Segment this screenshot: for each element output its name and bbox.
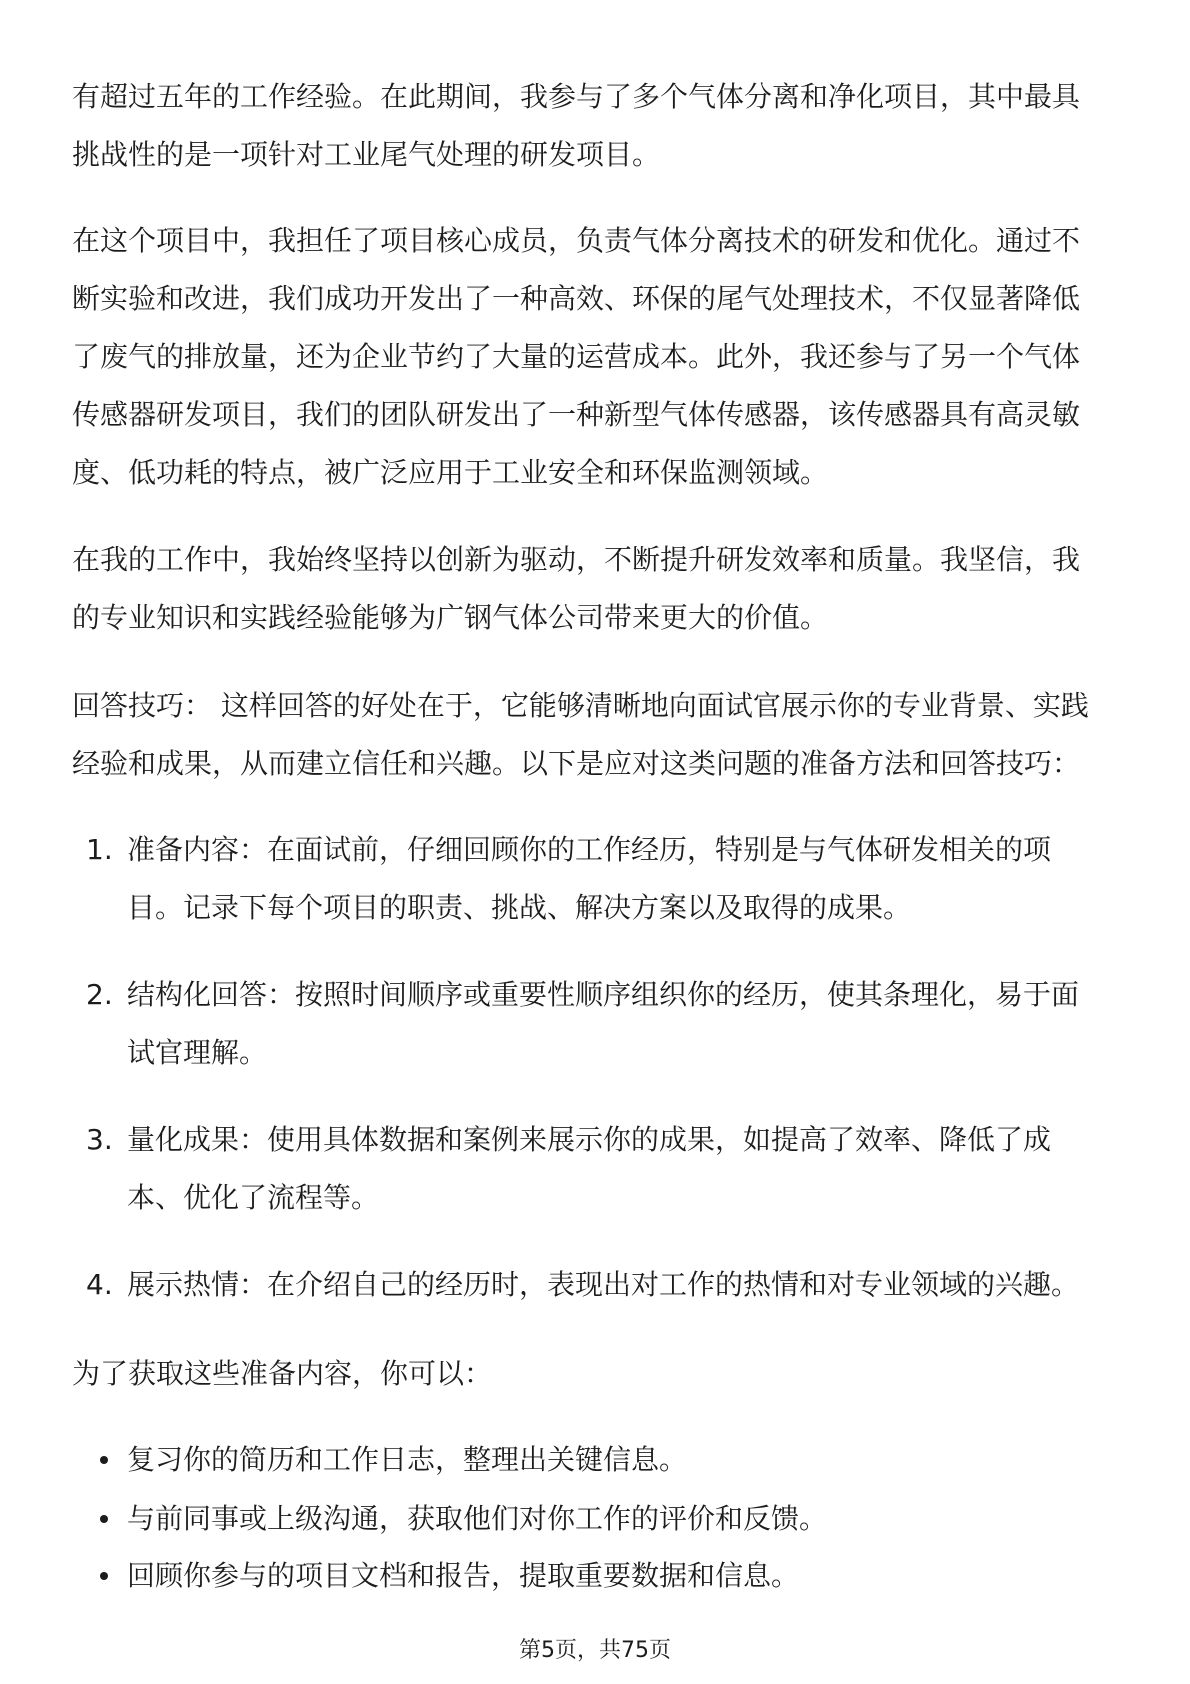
paragraph-answer-tips — [72, 677, 1162, 793]
paragraph-line: 度、低功耗的特点，被广泛应用于工业安全和环保监测领域。 — [72, 456, 829, 489]
list-item-body — [127, 1111, 1157, 1227]
list-item-line: 量化成果：使用具体数据和案例来展示你的成果，如提高了效率、降低了成 — [127, 1123, 1052, 1156]
bullet-dot-icon — [100, 1515, 108, 1523]
list-item-line: 准备内容：在面试前，仔细回顾你的工作经历，特别是与气体研发相关的项 — [127, 833, 1052, 866]
paragraph-line: 的专业知识和实践经验能够为广钢气体公司带来更大的价值。 — [72, 601, 829, 634]
list-item-body — [127, 821, 1157, 937]
paragraph-line: 在这个项目中，我担任了项目核心成员，负责气体分离技术的研发和优化。通过不 — [72, 224, 1081, 257]
bullet-dot-icon — [100, 1456, 108, 1464]
list-item-line: 试官理解。 — [127, 1036, 268, 1069]
bullet-text: 与前同事或上级沟通，获取他们对你工作的评价和反馈。 — [127, 1502, 828, 1535]
paragraph-line: 挑战性的是一项针对工业尾气处理的研发项目。 — [72, 138, 661, 171]
paragraph-line: 有超过五年的工作经验。在此期间，我参与了多个气体分离和净化项目，其中最具 — [72, 80, 1081, 113]
bullet-text: 复习你的简历和工作日志，整理出关键信息。 — [127, 1443, 688, 1476]
bullet-list-item — [72, 1547, 1162, 1605]
paragraph-line: 经验和成果，从而建立信任和兴趣。以下是应对这类问题的准备方法和回答技巧： — [72, 747, 1081, 780]
list-number: 2. — [86, 978, 113, 1011]
page-footer: 第5页，共75页 — [519, 1638, 671, 1663]
list-item-body — [127, 1256, 1157, 1314]
paragraph-experience — [72, 68, 1162, 184]
bullet-dot-icon — [100, 1572, 108, 1580]
list-item-line: 展示热情：在介绍自己的经历时，表现出对工作的热情和对专业领域的兴趣。 — [127, 1268, 1080, 1301]
paragraph-innovation — [72, 531, 1162, 647]
list-item-body — [127, 966, 1157, 1082]
paragraph-line: 传感器研发项目，我们的团队研发出了一种新型气体传感器，该传感器具有高灵敏 — [72, 398, 1081, 431]
paragraph-line: 断实验和改进，我们成功开发出了一种高效、环保的尾气处理技术，不仅显著降低 — [72, 282, 1081, 315]
bullet-list-item — [72, 1490, 1162, 1548]
paragraph-intro — [72, 1345, 1162, 1403]
list-number: 4. — [86, 1268, 113, 1301]
paragraph-line: 回答技巧： 这样回答的好处在于，它能够清晰地向面试官展示你的专业背景、实践 — [72, 689, 1089, 722]
bullet-list-item — [72, 1431, 1162, 1489]
list-item-line: 目。记录下每个项目的职责、挑战、解决方案以及取得的成果。 — [127, 891, 912, 924]
paragraph-line: 在我的工作中，我始终坚持以创新为驱动，不断提升研发效率和质量。我坚信，我 — [72, 543, 1081, 576]
paragraph-project — [72, 212, 1162, 502]
paragraph-line: 为了获取这些准备内容，你可以： — [72, 1357, 493, 1390]
bullet-text: 回顾你参与的项目文档和报告，提取重要数据和信息。 — [127, 1559, 800, 1592]
list-number: 1. — [86, 833, 113, 866]
list-item-line: 本、优化了流程等。 — [127, 1181, 380, 1214]
list-item-line: 结构化回答：按照时间顺序或重要性顺序组织你的经历，使其条理化，易于面 — [127, 978, 1080, 1011]
paragraph-line: 了废气的排放量，还为企业节约了大量的运营成本。此外，我还参与了另一个气体 — [72, 340, 1081, 373]
list-number: 3. — [86, 1123, 113, 1156]
